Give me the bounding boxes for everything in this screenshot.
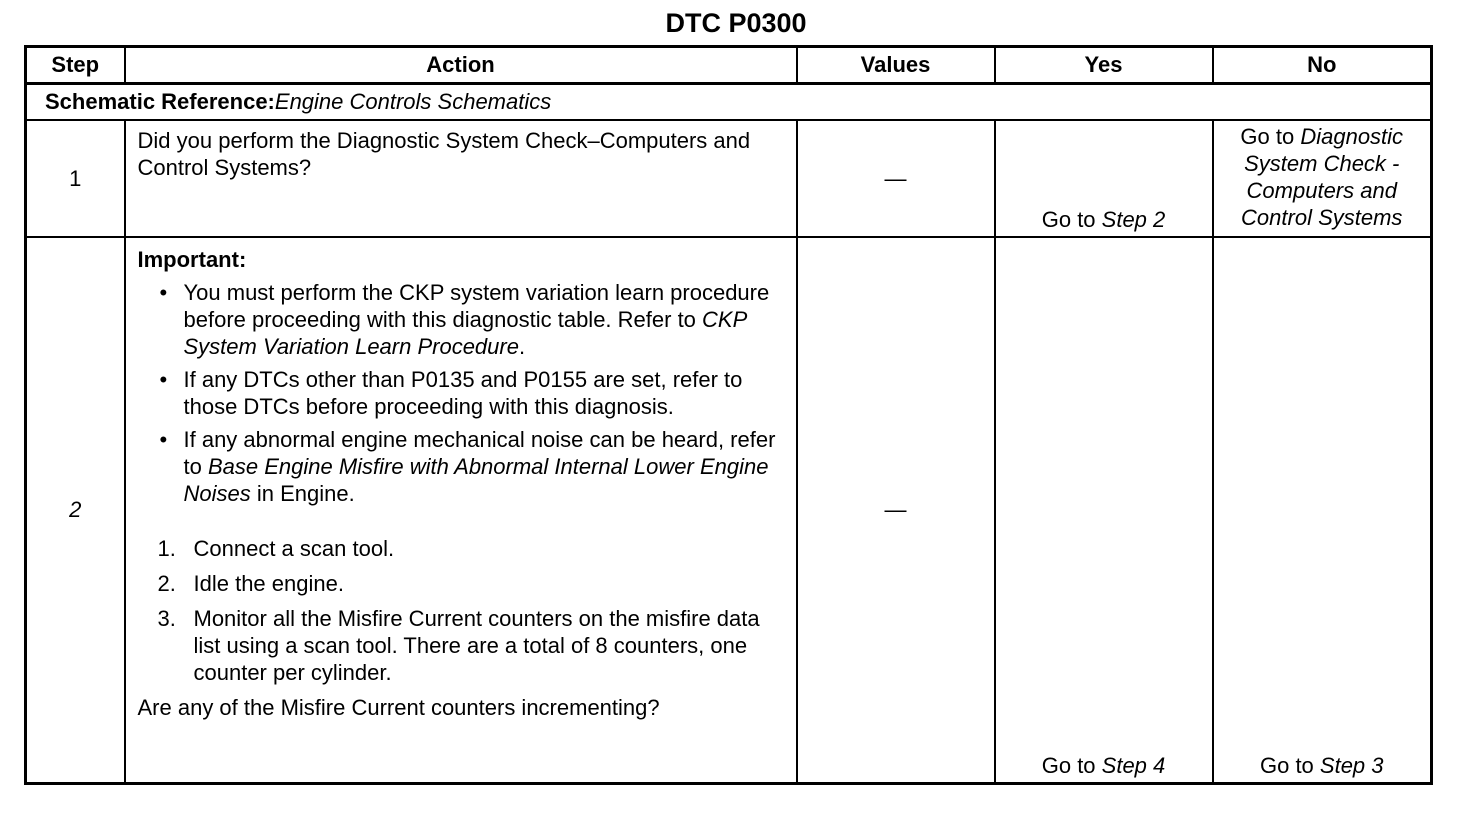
list-item <box>158 605 782 686</box>
bullet-link[interactable]: Base Engine Misfire with Abnormal Internal Lower Engine Noises <box>183 454 769 506</box>
bullet-after: . <box>518 334 526 359</box>
header-values: Values <box>797 47 995 84</box>
dtc-table <box>24 45 1433 785</box>
item-number: 2. <box>157 571 176 596</box>
bullet-text: If any DTCs other than P0135 and P0155 are set, refer to those DTCs before proceeding with this diagnosis. <box>183 367 743 419</box>
item-text: Connect a scan tool. <box>193 536 395 561</box>
question-text: Are any of the Misfire Current counters incrementing? <box>137 695 660 720</box>
schematic-reference <box>26 84 1432 121</box>
values-cell <box>797 120 995 237</box>
table-row <box>26 120 1432 237</box>
yes-cell <box>995 120 1213 237</box>
action-cell <box>125 120 797 237</box>
header-row <box>26 47 1432 84</box>
item-text: Monitor all the Misfire Current counters on the misfire data list using a scan tool. There are a total of 8 counters, one counter per cylinder. <box>193 606 760 685</box>
schematic-link[interactable]: Engine Controls Schematics <box>274 89 552 114</box>
yes-link[interactable]: Step 2 <box>1101 207 1166 232</box>
header-no: No <box>1213 47 1432 84</box>
action-cell <box>125 237 797 783</box>
bullet-text: If any abnormal engine mechanical noise can be heard, refer to <box>183 427 776 479</box>
yes-link[interactable]: Step 4 <box>1101 752 1166 778</box>
list-item <box>158 570 782 597</box>
procedure-list <box>138 535 782 686</box>
no-prefix: Go to <box>1259 752 1320 778</box>
important-list <box>138 279 782 507</box>
page-title: DTC P0300 <box>665 8 807 38</box>
values-cell <box>797 237 995 783</box>
value-dash: — <box>884 496 907 522</box>
bullet-after: in Engine. <box>250 481 355 506</box>
item-number: 3. <box>157 606 176 631</box>
step-number-text: 2 <box>69 496 82 522</box>
bullet-text: You must perform the CKP system variation learn procedure before proceeding with this diagnostic table. Refer to <box>183 280 770 332</box>
item-text: Idle the engine. <box>193 571 344 596</box>
list-item <box>160 366 782 420</box>
no-cell <box>1213 120 1432 237</box>
item-number: 1. <box>157 536 176 561</box>
list-item <box>158 535 782 562</box>
header-step: Step <box>26 47 125 84</box>
header-action: Action <box>125 47 797 84</box>
yes-cell <box>995 237 1213 783</box>
list-item <box>160 426 782 507</box>
yes-prefix: Go to <box>1041 207 1102 232</box>
list-item <box>160 279 782 360</box>
step-number: 1 <box>26 120 125 237</box>
bullet-link[interactable]: CKP System Variation Learn Procedure <box>183 307 747 359</box>
yes-prefix: Go to <box>1041 752 1102 778</box>
table-row <box>26 237 1432 783</box>
action-text: Did you perform the Diagnostic System Check–Computers and Control Systems? <box>137 128 751 180</box>
no-prefix: Go to <box>1240 124 1301 149</box>
schematic-row <box>26 84 1432 121</box>
no-cell <box>1213 237 1432 783</box>
no-link[interactable]: Step 3 <box>1319 752 1384 778</box>
no-link[interactable]: Diagnostic System Check - Computers and Control Systems <box>1241 124 1404 230</box>
schematic-label: Schematic Reference: <box>45 89 275 114</box>
value-dash: — <box>884 165 907 191</box>
important-label: Important: <box>137 247 247 272</box>
header-yes: Yes <box>995 47 1213 84</box>
step-number <box>26 237 125 783</box>
